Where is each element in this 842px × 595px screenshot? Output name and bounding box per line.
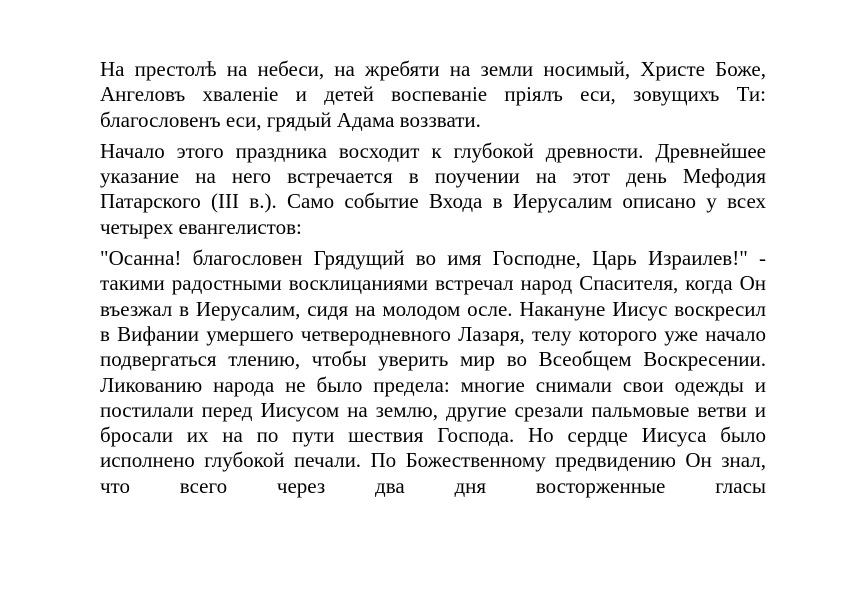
history-paragraph: Начало этого праздника восходит к глубокой древности. Древнейшее указание на него встречается в поучении на этот день Мефодия Патарского (III в.). Само событие Входа в Иерусалим описано у всех четырех евангелистов: — [100, 138, 766, 239]
troparion-paragraph: На престолѣ на небеси, на жребяти на земли носимый, Христе Боже, Ангеловъ хваленіе и детей воспеваніе пріялъ еси, зовущихъ Ти: благословенъ еси, грядый Адама воззвати. — [100, 57, 766, 132]
entry-narrative-paragraph: "Осанна! благословен Грядущий во имя Господне, Царь Израилев!" - такими радостными восклицаниями встречал народ Спасителя, когда Он въезжал в Иерусалим, сидя на молодом осле. Накануне Иисус воскресил в Вифании умершего четверодневного Лазаря, телу которого уже начало подвергаться тлению, чтобы уверить мир во Всеобщем Воскресении. Ликованию народа не было предела: многие снимали свои одежды и постилали перед Иисусом на землю, другие срезали пальмовые ветви и бросали их на по пути шествия Господа. Но сердце Иисуса было исполнено глубокой печали. По Божественному предвидению Он знал, что всего через два дня восторженные гласы — [100, 246, 766, 498]
document-page — [100, 57, 766, 505]
